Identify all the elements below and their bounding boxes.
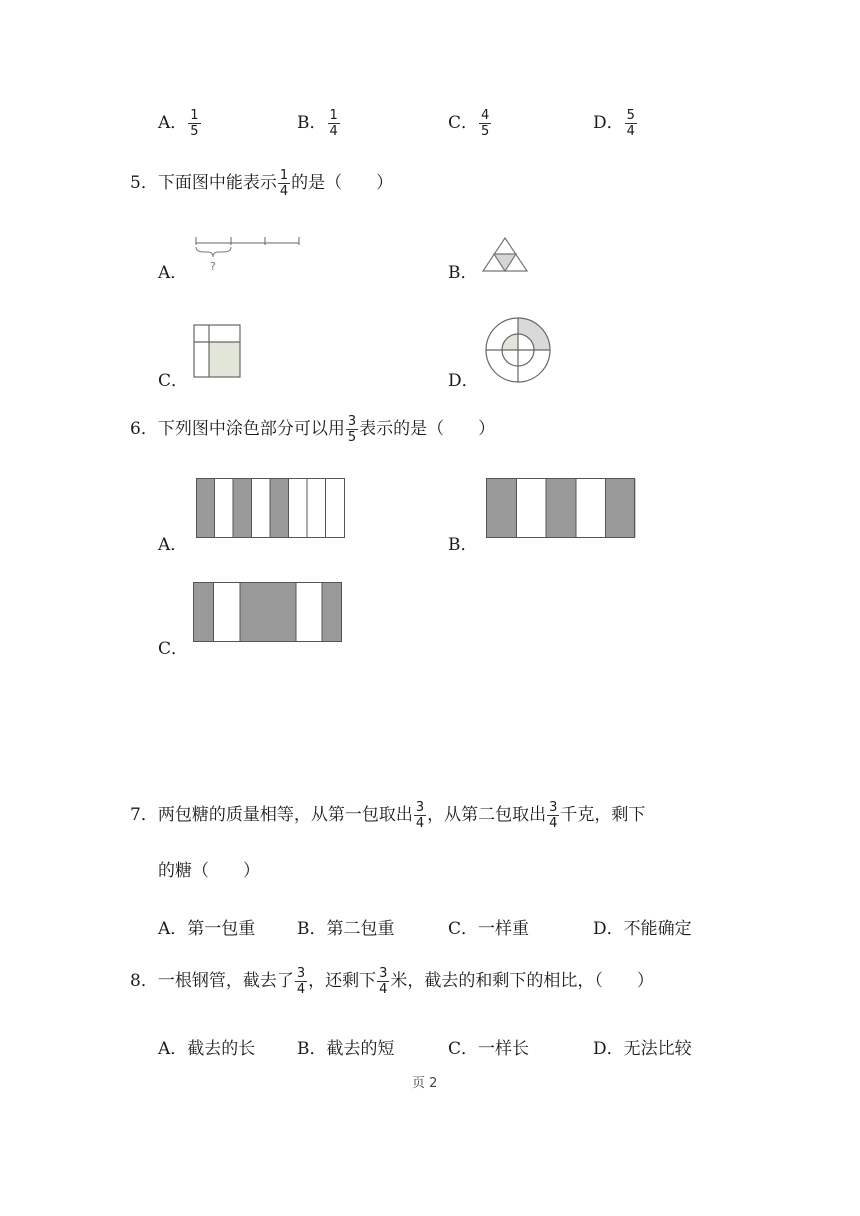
q5-option-a-label[interactable]: A． <box>158 263 188 283</box>
q8-option-d[interactable]: D．无法比较 <box>593 1039 692 1059</box>
fraction: $\frac{3}{5}$ <box>347 414 357 445</box>
fraction: $\frac{3}{4}$ <box>549 800 558 831</box>
q6-option-a-label[interactable]: A． <box>158 535 188 555</box>
fraction: $\frac{1}{4}$ <box>279 168 289 199</box>
q7-option-b[interactable]: B．第二包重 <box>297 919 395 939</box>
question-7-stem-line2: 的糖（ ） <box>158 861 260 881</box>
triangle-diagram <box>483 236 529 274</box>
q8-option-b[interactable]: B．截去的短 <box>297 1039 395 1059</box>
q8-option-c[interactable]: C．一样长 <box>448 1039 530 1059</box>
fraction: $\frac{1}{5}$ <box>190 108 199 139</box>
q6-option-c-label[interactable]: C． <box>158 639 189 659</box>
q7-option-d[interactable]: D．不能确定 <box>593 919 692 939</box>
q5-option-c-label[interactable]: C． <box>158 371 189 391</box>
q7-option-c[interactable]: C．一样重 <box>448 919 530 939</box>
fraction: $\frac{3}{4}$ <box>296 966 306 997</box>
question-8-stem: 8．一根钢管，截去了 $\frac{3}{4}$ ，还剩下 $\frac{3}{4}$ 米，截去的和剩下的相比，（ ） <box>130 966 654 997</box>
concentric-circle-diagram <box>484 316 552 384</box>
fraction: $\frac{5}{4}$ <box>626 108 635 139</box>
question-7-stem: 7．两包糖的质量相等，从第一包取出 $\frac{3}{4}$ ，从第二包取出 $\frac{3}{4}$ 千克，剩下 <box>130 800 646 831</box>
q7-option-a[interactable]: A．第一包重 <box>158 919 256 939</box>
stripe-diagram-a <box>196 478 346 538</box>
square-grid-diagram <box>193 324 241 378</box>
stripe-diagram-c <box>193 582 343 642</box>
q4-option-c[interactable]: C． $\frac{4}{5}$ <box>448 108 490 139</box>
fraction: $\frac{3}{4}$ <box>415 800 425 831</box>
question-5-stem: 5．下面图中能表示 $\frac{1}{4}$ 的是（ ） <box>130 168 394 199</box>
fraction: $\frac{3}{4}$ <box>379 966 388 997</box>
q4-option-d[interactable]: D． $\frac{5}{4}$ <box>593 108 635 139</box>
q6-option-b-label[interactable]: B． <box>448 535 478 555</box>
q5-option-b-label[interactable]: B． <box>448 263 478 283</box>
fraction: $\frac{4}{5}$ <box>481 108 490 139</box>
segment-diagram <box>192 234 304 274</box>
fraction: $\frac{1}{4}$ <box>329 108 338 139</box>
question-6-stem: 6．下列图中涂色部分可以用 $\frac{3}{5}$ 表示的是（ ） <box>130 414 496 445</box>
page-number: 页 2 <box>412 1076 438 1091</box>
q8-option-a[interactable]: A．截去的长 <box>158 1039 256 1059</box>
q4-option-b[interactable]: B． $\frac{1}{4}$ <box>297 108 338 139</box>
q4-option-a[interactable]: A． $\frac{1}{5}$ <box>158 108 199 139</box>
stripe-diagram-b <box>486 478 636 538</box>
question-mark: ? <box>210 260 216 273</box>
q5-option-d-label[interactable]: D． <box>448 371 479 391</box>
